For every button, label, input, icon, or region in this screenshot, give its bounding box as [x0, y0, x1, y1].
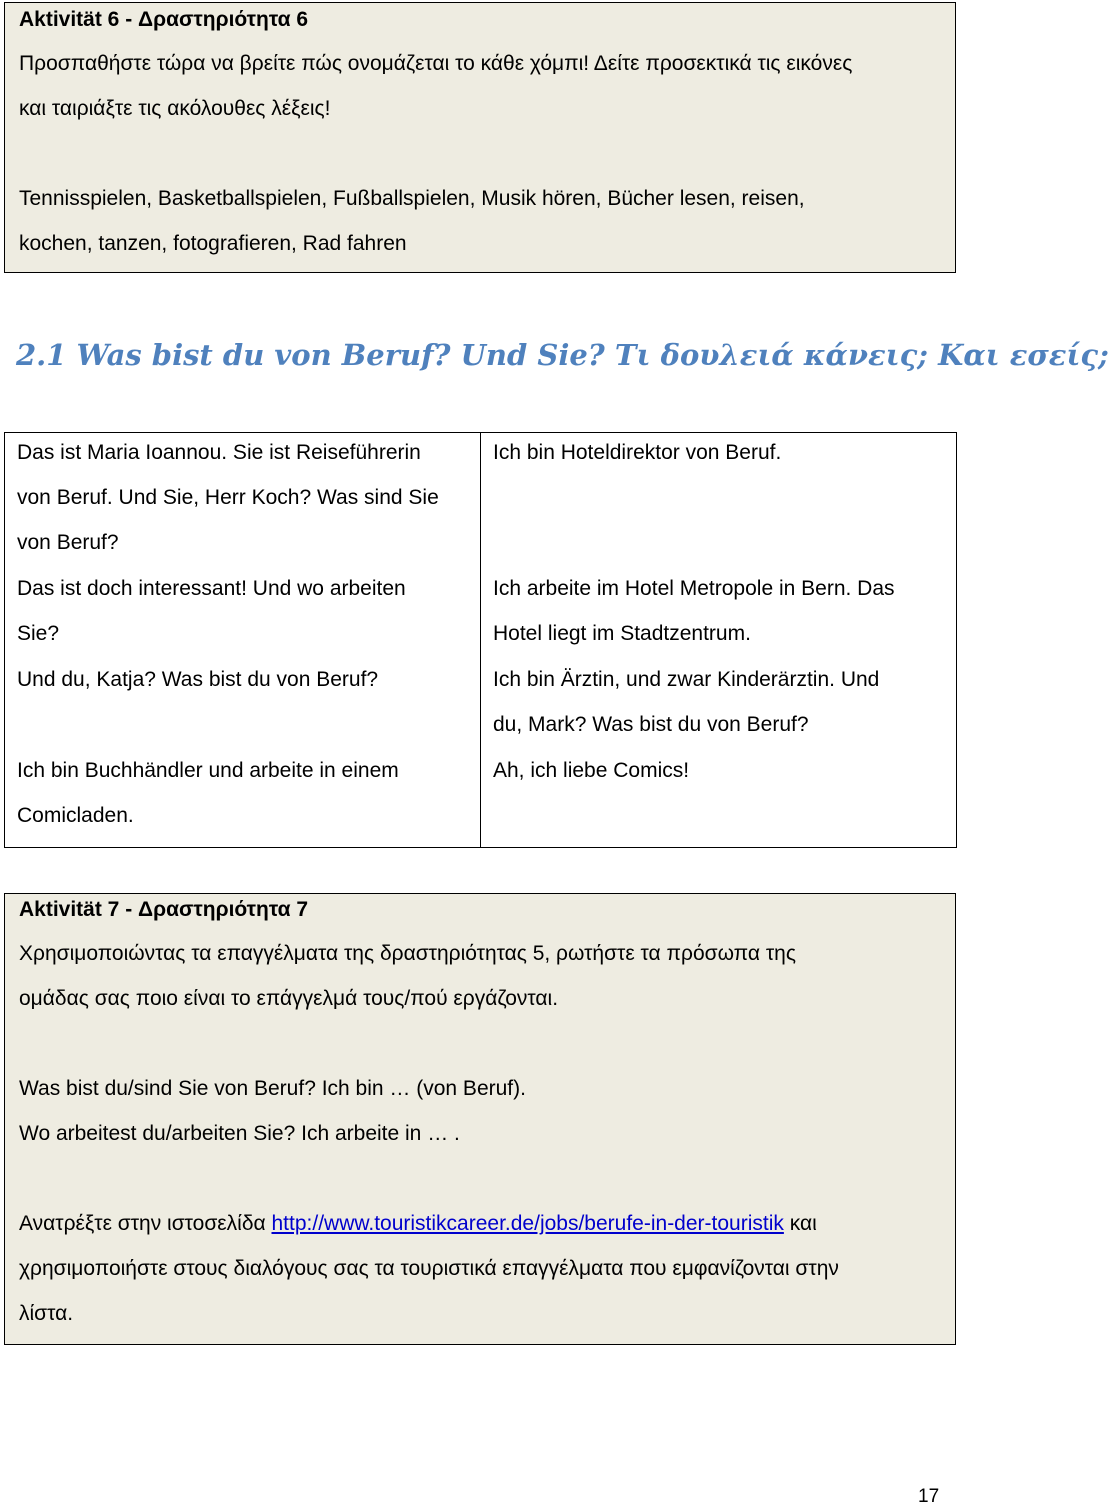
dialog-left-line: Sie?	[17, 622, 60, 645]
activity7-instruction-line2: ομάδας σας ποιο είναι το επάγγελμά τους/πού εργάζονται.	[19, 987, 559, 1010]
activity6-instruction-line1: Προσπαθήστε τώρα να βρείτε πώς ονομάζεται το κάθε χόμπι! Δείτε προσεκτικά τις εικόνες	[19, 52, 853, 75]
dialog-right-line: Ah, ich liebe Comics!	[493, 759, 690, 782]
activity7-question1: Was bist du/sind Sie von Beruf? Ich bin … (von Beruf).	[19, 1077, 526, 1100]
activity6-instruction-line2: και ταιριάξτε τις ακόλουθες λέξεις!	[19, 97, 331, 120]
activity7-reference-line1	[19, 1212, 817, 1236]
dialog-left-line: von Beruf?	[17, 531, 119, 554]
dialog-table	[4, 432, 957, 848]
activity7-question2: Wo arbeitest du/arbeiten Sie? Ich arbeite in … .	[19, 1122, 460, 1145]
activity7-reference-line2: χρησιμοποιήστε στους διαλόγους σας τα τουριστικά επαγγέλματα που εμφανίζονται στην	[19, 1257, 839, 1280]
activity7-box	[4, 893, 956, 1345]
dialog-right-line: Ich arbeite im Hotel Metropole in Bern. Das	[493, 577, 895, 600]
dialog-left-line: Ich bin Buchhändler und arbeite in einem	[17, 759, 399, 782]
activity7-title: Aktivität 7 - Δραστηριότητα 7	[19, 898, 309, 921]
activity6-box	[4, 2, 956, 273]
dialog-left-line: Und du, Katja? Was bist du von Beruf?	[17, 668, 379, 691]
section-heading: 2.1 Was bist du von Beruf? Und Sie? Τι δουλειά κάνεις; Και εσείς;	[16, 338, 1109, 372]
activity6-title: Aktivität 6 - Δραστηριότητα 6	[19, 8, 309, 31]
dialog-right-line: Hotel liegt im Stadtzentrum.	[493, 622, 751, 645]
dialog-left-line: Das ist doch interessant! Und wo arbeiten	[17, 577, 406, 600]
reference-text-end: και	[783, 1212, 817, 1235]
dialog-left-line: von Beruf. Und Sie, Herr Koch? Was sind Sie	[17, 486, 439, 509]
touristikcareer-link[interactable]: http://www.touristikcareer.de/jobs/berufe-in-der-touristik	[271, 1212, 784, 1235]
activity7-reference-line3: λίστα.	[19, 1302, 74, 1325]
dialog-right-column	[481, 433, 957, 848]
dialog-right-line: du, Mark? Was bist du von Beruf?	[493, 713, 809, 736]
dialog-left-line: Das ist Maria Ioannou. Sie ist Reiseführerin	[17, 441, 421, 464]
activity7-instruction-line1: Χρησιμοποιώντας τα επαγγέλματα της δραστηριότητας 5, ρωτήστε τα πρόσωπα της	[19, 942, 796, 965]
reference-text: Ανατρέξτε στην ιστοσελίδα	[19, 1212, 272, 1235]
dialog-left-line: Comicladen.	[17, 804, 134, 827]
page-number: 17	[918, 1486, 940, 1507]
activity6-words-line1: Tennisspielen, Basketballspielen, Fußballspielen, Musik hören, Bücher lesen, reisen,	[19, 187, 805, 210]
dialog-right-line: Ich bin Ärztin, und zwar Kinderärztin. Und	[493, 668, 880, 691]
dialog-right-line: Ich bin Hoteldirektor von Beruf.	[493, 441, 782, 464]
activity6-words-line2: kochen, tanzen, fotografieren, Rad fahren	[19, 232, 407, 255]
dialog-left-column	[5, 433, 481, 848]
